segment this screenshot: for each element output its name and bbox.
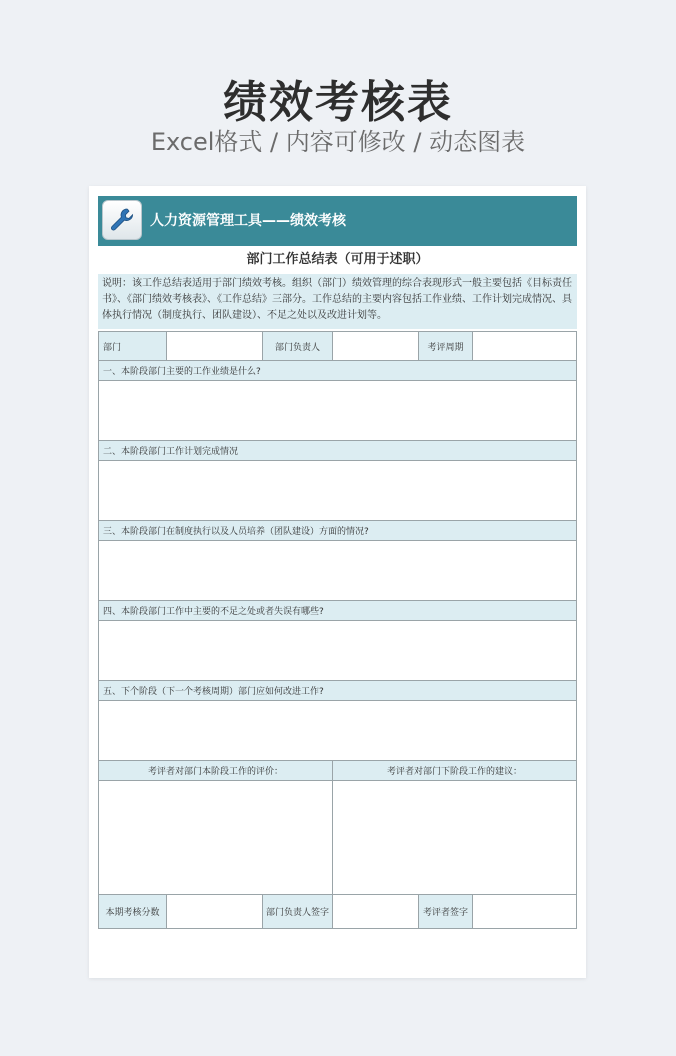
section-1-header: 一、本阶段部门主要的工作业绩是什么? [98,360,577,381]
head-sign-label: 部门负责人签字 [262,894,333,929]
period-input[interactable] [472,331,577,361]
banner-title: 人力资源管理工具——绩效考核 [150,213,346,229]
head-sign-input[interactable] [332,894,419,929]
score-label: 本期考核分数 [98,894,167,929]
eval-next-header: 考评者对部门下阶段工作的建议： [332,760,577,781]
section-1-input[interactable] [98,380,577,441]
eval-next-input[interactable] [332,780,577,895]
section-2-header: 二、本阶段部门工作计划完成情况 [98,440,577,461]
dept-input[interactable] [166,331,263,361]
page-title: 绩效考核表 [223,77,453,128]
section-4-header: 四、本阶段部门工作中主要的不足之处或者失误有哪些? [98,600,577,621]
dept-head-input[interactable] [332,331,419,361]
section-4-input[interactable] [98,620,577,681]
page-subtitle: Excel格式 / 内容可修改 / 动态图表 [150,128,526,156]
evaluator-sign-label: 考评者签字 [418,894,473,929]
eval-current-header: 考评者对部门本阶段工作的评价： [98,760,333,781]
section-2-input[interactable] [98,460,577,521]
dept-head-label: 部门负责人 [262,331,333,361]
period-label: 考评周期 [418,331,473,361]
wrench-icon [102,200,142,240]
tool-banner [98,196,577,246]
score-input[interactable] [166,894,263,929]
section-5-header: 五、下个阶段（下一个考核周期）部门应如何改进工作? [98,680,577,701]
dept-label: 部门 [98,331,167,361]
form-title: 部门工作总结表（可用于述职） [246,252,429,267]
section-3-header: 三、本阶段部门在制度执行以及人员培养（团队建设）方面的情况? [98,520,577,541]
spreadsheet-preview [89,186,586,978]
section-5-input[interactable] [98,700,577,761]
evaluator-sign-input[interactable] [472,894,577,929]
section-3-input[interactable] [98,540,577,601]
form-intro: 说明：该工作总结表适用于部门绩效考核。组织（部门）绩效管理的综合表现形式一般主要包括《目标责任书》、《部门绩效考核表》、《工作总结》三部分。工作总结的主要内容包括工作业绩、工作计划完成情况、具体执行情况（制度执行、团队建设）、不足之处以及改进计划等。 [98,274,577,329]
eval-current-input[interactable] [98,780,333,895]
